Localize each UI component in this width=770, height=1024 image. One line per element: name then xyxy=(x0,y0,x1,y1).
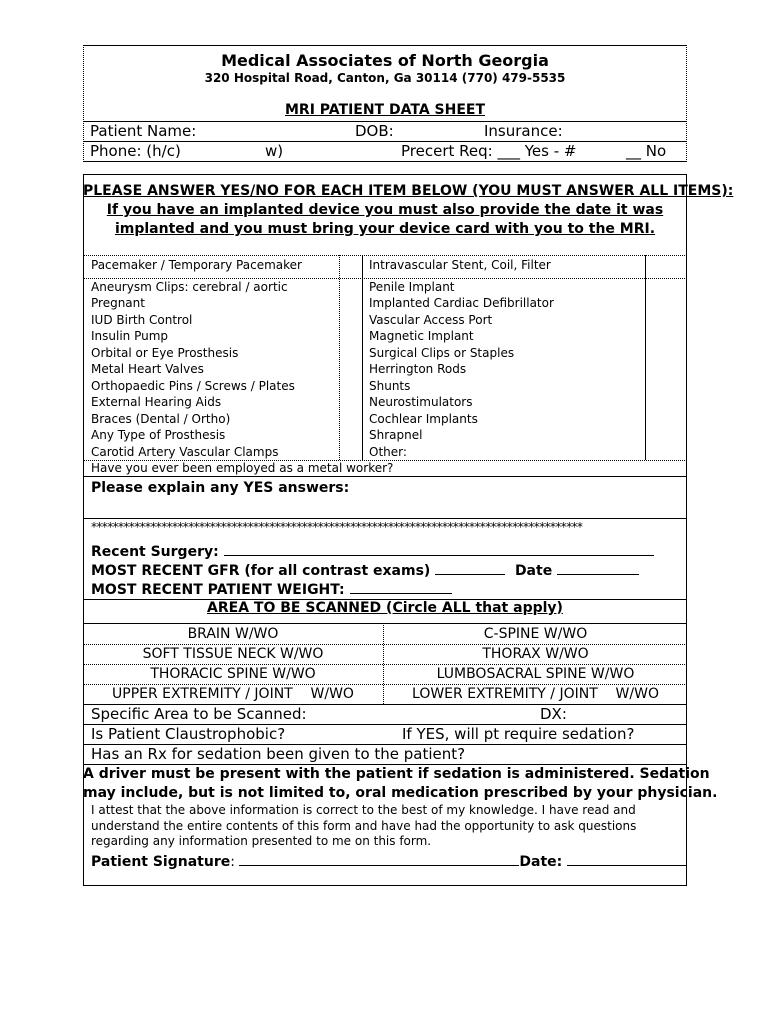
signature-field[interactable] xyxy=(239,851,519,866)
scan-option[interactable]: BRAIN W/WO xyxy=(187,626,279,642)
org-name: Medical Associates of North Georgia xyxy=(221,51,549,70)
checklist-item: Carotid Artery Vascular Clamps xyxy=(91,445,279,459)
signature-date-field[interactable] xyxy=(567,851,687,866)
dob-label: DOB: xyxy=(355,122,394,140)
weight-field[interactable] xyxy=(350,579,452,594)
driver-notice-line-2: may include, but is not limited to, oral medication prescribed by your physician. xyxy=(83,785,718,801)
recent-surgery-field[interactable] xyxy=(224,541,654,556)
dx-label: DX: xyxy=(540,705,567,723)
checklist-item: Insulin Pump xyxy=(91,329,169,343)
checklist-item: Orthopaedic Pins / Screws / Plates xyxy=(91,379,295,393)
gfr-label: MOST RECENT GFR (for all contrast exams) Date xyxy=(91,560,639,579)
attest-line-3: regarding any information presented to me on this form. xyxy=(91,834,432,848)
checklist-item: Aneurysm Clips: cerebral / aortic xyxy=(91,280,288,294)
insurance-label: Insurance: xyxy=(484,122,563,140)
scan-option[interactable]: UPPER EXTREMITY / JOINT W/WO xyxy=(112,686,354,702)
phone-label: Phone: (h/c) xyxy=(90,142,181,160)
scan-option[interactable]: THORAX W/WO xyxy=(482,646,589,662)
grid-line xyxy=(83,664,687,665)
grid-line xyxy=(83,684,687,685)
grid-line xyxy=(83,476,687,477)
checklist-item: Penile Implant xyxy=(369,280,455,294)
checklist-item: Neurostimulators xyxy=(369,395,473,409)
grid-line xyxy=(83,278,687,279)
patient-name-label: Patient Name: xyxy=(90,122,197,140)
metal-worker-question: Have you ever been employed as a metal worker? xyxy=(91,461,394,475)
scan-option[interactable]: C-SPINE W/WO xyxy=(483,626,588,642)
checklist-item: Other: xyxy=(369,445,407,459)
checklist-item: Orbital or Eye Prosthesis xyxy=(91,346,239,360)
checklist-item: Pregnant xyxy=(91,296,145,310)
instruction-line-3: implanted and you must bring your device card with you to the MRI. xyxy=(114,221,656,237)
checklist-item: Herrington Rods xyxy=(369,362,467,376)
org-address: 320 Hospital Road, Canton, Ga 30114 (770) 479-5535 xyxy=(204,71,566,85)
grid-line xyxy=(83,623,687,624)
gfr-date-field[interactable] xyxy=(557,560,639,575)
scan-option[interactable]: LUMBOSACRAL SPINE W/WO xyxy=(436,666,635,682)
checklist-item: Implanted Cardiac Defibrillator xyxy=(369,296,554,310)
grid-line xyxy=(83,764,687,765)
checklist-item: Metal Heart Valves xyxy=(91,362,204,376)
grid-line xyxy=(339,255,340,460)
claustrophobic-label: Is Patient Claustrophobic? xyxy=(91,725,286,743)
scan-option[interactable]: SOFT TISSUE NECK W/WO xyxy=(142,646,324,662)
grid-line xyxy=(83,518,687,519)
grid-line xyxy=(362,255,363,460)
attest-line-1: I attest that the above information is correct to the best of my knowledge. I have read and xyxy=(91,803,636,817)
signature-row: Patient Signature: Date: xyxy=(91,851,687,870)
specific-area-label: Specific Area to be Scanned: xyxy=(91,705,307,723)
attest-line-2: understand the entire contents of this form and have had the opportunity to ask questions xyxy=(91,819,637,833)
scan-option[interactable]: THORACIC SPINE W/WO xyxy=(150,666,316,682)
driver-notice-line-1: A driver must be present with the patient if sedation is administered. Sedation xyxy=(83,766,710,782)
checklist-item: Braces (Dental / Ortho) xyxy=(91,412,231,426)
checklist-item: Shrapnel xyxy=(369,428,423,442)
checklist-item: Surgical Clips or Staples xyxy=(369,346,515,360)
checklist-item: Shunts xyxy=(369,379,411,393)
precert-label: Precert Req: ___ Yes - # xyxy=(401,142,577,160)
checklist-item: IUD Birth Control xyxy=(91,313,193,327)
work-phone-label: w) xyxy=(265,142,284,160)
scan-area-title: AREA TO BE SCANNED (Circle ALL that apply) xyxy=(207,600,563,616)
rx-sedation-label: Has an Rx for sedation been given to the patient? xyxy=(91,745,466,763)
weight-label: MOST RECENT PATIENT WEIGHT: xyxy=(91,579,452,598)
grid-line xyxy=(645,255,646,460)
precert-no-label: __ No xyxy=(626,142,667,160)
gfr-field[interactable] xyxy=(435,560,505,575)
form-title: MRI PATIENT DATA SHEET xyxy=(285,102,485,118)
checklist-item: Any Type of Prosthesis xyxy=(91,428,226,442)
sedation-question: If YES, will pt require sedation? xyxy=(402,725,635,743)
instruction-line-2: If you have an implanted device you must also provide the date it was xyxy=(106,202,664,218)
recent-surgery-label: Recent Surgery: xyxy=(91,541,654,560)
grid-line xyxy=(83,255,687,256)
checklist-item: Vascular Access Port xyxy=(369,313,493,327)
checklist-item: External Hearing Aids xyxy=(91,395,222,409)
checklist-item: Cochlear Implants xyxy=(369,412,478,426)
asterisk-divider: ******************************************************************************************* xyxy=(91,520,583,534)
grid-line xyxy=(83,644,687,645)
checklist-item: Pacemaker / Temporary Pacemaker xyxy=(91,258,302,272)
checklist-item: Magnetic Implant xyxy=(369,329,474,343)
instruction-heading: PLEASE ANSWER YES/NO FOR EACH ITEM BELOW (YOU MUST ANSWER ALL ITEMS): xyxy=(83,183,734,199)
checklist-item: Intravascular Stent, Coil, Filter xyxy=(369,258,551,272)
explain-label: Please explain any YES answers: xyxy=(91,480,350,496)
scan-option[interactable]: LOWER EXTREMITY / JOINT W/WO xyxy=(412,686,659,702)
